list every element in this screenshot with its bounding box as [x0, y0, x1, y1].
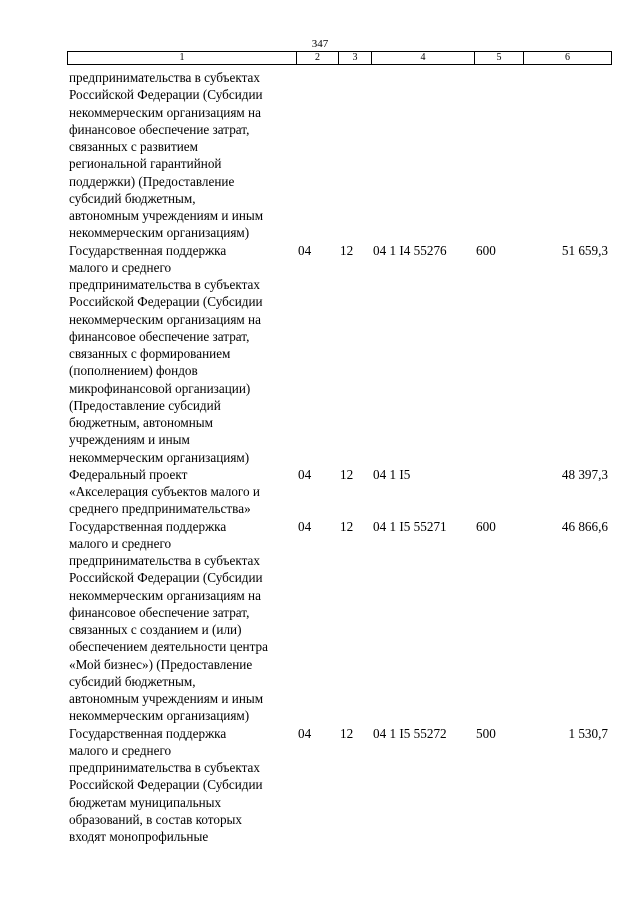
item-description: [69, 725, 297, 846]
description-line: некоммерческим организациям на: [69, 311, 261, 327]
column-header-2: 2: [297, 52, 339, 65]
amount: 51 659,3: [561, 242, 608, 258]
column-header-table: [67, 51, 612, 65]
description-line: некоммерческим организациям на: [69, 587, 261, 603]
description-line: предпринимательства в субъектах: [69, 553, 260, 568]
description-line: «Акселерация субъектов малого и: [69, 484, 260, 499]
table-row: [69, 69, 611, 242]
description-line: субсидий бюджетным,: [69, 673, 196, 689]
description-line: поддержки) (Предоставление: [69, 173, 235, 189]
table-row: [69, 518, 611, 725]
target-article-code: 04 1 I5 55272: [373, 725, 447, 741]
target-article-code: 04 1 I5 55271: [373, 518, 447, 534]
table-row: [69, 466, 611, 518]
description-line: некоммерческим организациям на: [69, 104, 261, 120]
description-line: Государственная поддержка: [69, 518, 227, 534]
expense-type-code: 500: [476, 725, 496, 741]
target-article-code: 04 1 I5: [373, 466, 411, 482]
description-line: Российской Федерации (Субсидии: [69, 294, 263, 310]
description-line: (Предоставление субсидий: [69, 397, 221, 413]
description-line: бюджетным, автономным: [69, 415, 213, 430]
description-line: учреждениям и иным: [69, 432, 190, 448]
amount: 46 866,6: [561, 518, 608, 534]
description-line: среднего предпринимательства»: [69, 501, 251, 517]
description-line: предпринимательства в субъектах: [69, 70, 260, 85]
description-line: автономным учреждениям и иным: [69, 208, 264, 223]
description-line: Государственная поддержка: [69, 725, 227, 741]
column-header-row: [68, 52, 612, 65]
description-line: Государственная поддержка: [69, 242, 227, 258]
description-line: обеспечением деятельности центра: [69, 639, 268, 655]
description-line: микрофинансовой организации): [69, 380, 251, 396]
description-line: связанных с развитием: [69, 139, 199, 154]
subsection-code: 12: [340, 725, 354, 741]
section-code: 04: [298, 466, 312, 482]
column-header-4: 4: [372, 52, 475, 65]
description-line: Российской Федерации (Субсидии: [69, 777, 263, 793]
section-code: 04: [298, 518, 312, 534]
description-line: (пополнением) фондов: [69, 363, 198, 379]
page-number: 347: [311, 38, 329, 50]
description-line: Федеральный проект: [69, 466, 188, 482]
amount: 48 397,3: [561, 466, 608, 482]
column-header-3: 3: [339, 52, 372, 65]
description-line: некоммерческим организациям): [69, 225, 250, 241]
description-line: Российской Федерации (Субсидии: [69, 570, 263, 586]
budget-table-body: [69, 69, 611, 845]
expense-type-code: 600: [476, 242, 496, 258]
description-line: малого и среднего: [69, 742, 172, 758]
description-line: субсидий бюджетным,: [69, 190, 196, 206]
subsection-code: 12: [340, 242, 354, 258]
description-line: связанных с формированием: [69, 346, 231, 361]
description-line: финансовое обеспечение затрат,: [69, 328, 250, 344]
description-line: автономным учреждениям и иным: [69, 691, 264, 706]
description-line: бюджетам муниципальных: [69, 794, 222, 810]
item-description: [69, 466, 297, 518]
expense-type-code: 600: [476, 518, 496, 534]
description-line: малого и среднего: [69, 535, 172, 551]
description-line: малого и среднего: [69, 259, 172, 275]
item-description: [69, 242, 297, 466]
description-line: некоммерческим организациям): [69, 449, 250, 465]
column-header-1: 1: [68, 52, 297, 65]
description-line: входят монопрофильные: [69, 829, 209, 844]
section-code: 04: [298, 242, 312, 258]
description-line: предпринимательства в субъектах: [69, 760, 260, 775]
description-line: образований, в состав которых: [69, 811, 242, 827]
item-description: [69, 518, 297, 725]
table-row: [69, 242, 611, 466]
amount: 1 530,7: [568, 725, 608, 741]
subsection-code: 12: [340, 518, 354, 534]
description-line: региональной гарантийной: [69, 156, 222, 172]
description-line: финансовое обеспечение затрат,: [69, 121, 250, 137]
description-line: некоммерческим организациям): [69, 708, 250, 724]
description-line: «Мой бизнес») (Предоставление: [69, 656, 253, 672]
item-description: [69, 69, 297, 242]
table-row: [69, 725, 611, 846]
section-code: 04: [298, 725, 312, 741]
column-header-5: 5: [475, 52, 524, 65]
target-article-code: 04 1 I4 55276: [373, 242, 447, 258]
description-line: предпринимательства в субъектах: [69, 277, 260, 292]
description-line: связанных с созданием и (или): [69, 622, 242, 637]
description-line: Российской Федерации (Субсидии: [69, 87, 263, 103]
subsection-code: 12: [340, 466, 354, 482]
column-header-6: 6: [524, 52, 612, 65]
description-line: финансовое обеспечение затрат,: [69, 604, 250, 620]
